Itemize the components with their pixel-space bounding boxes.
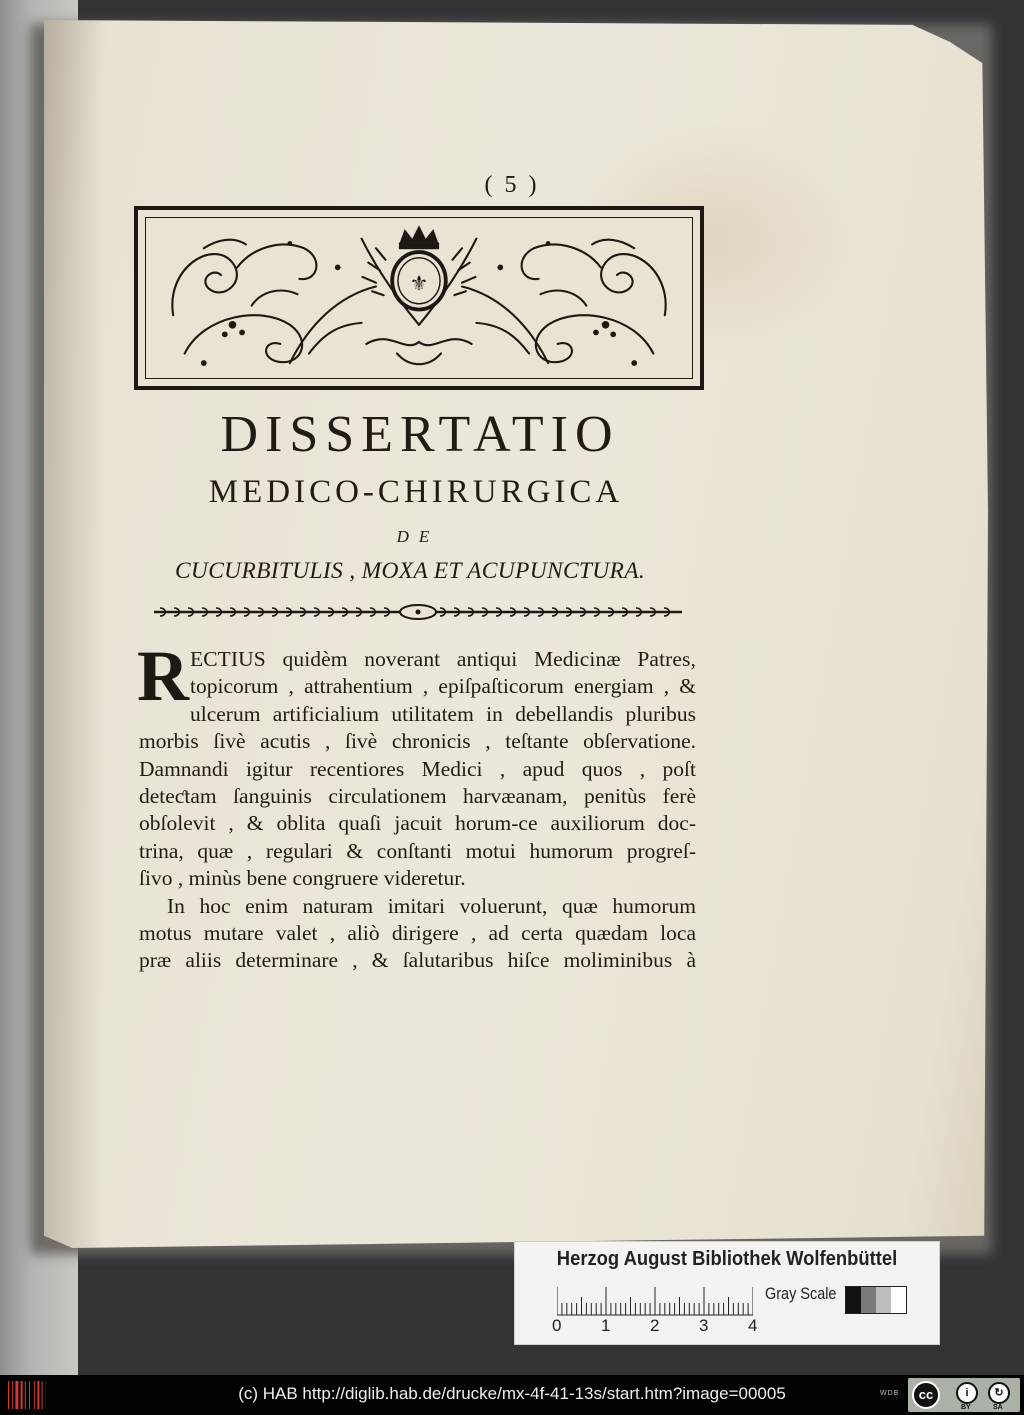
fleur-de-lis-crest-icon: [138, 210, 700, 386]
body-text: [137, 636, 696, 975]
ruler-number: 2: [650, 1316, 660, 1335]
gray-patch: [861, 1287, 876, 1313]
page-gutter: [44, 20, 104, 1248]
headpiece-ornament: [134, 206, 704, 390]
decorative-rule: [150, 603, 686, 621]
footer-bar: [0, 1375, 1024, 1415]
ruler-number: 4: [748, 1316, 758, 1335]
by-person-icon: i: [956, 1382, 978, 1404]
color-reference-chart: [514, 1241, 940, 1345]
text-line: ulcerum artificialium utilitatem in debellandis pluribus: [190, 701, 696, 726]
gray-scale-label: Gray Scale: [765, 1284, 837, 1303]
ruler-number: 1: [601, 1316, 611, 1335]
paragraph-1-first-line: RECTIUS quidèm noverant antiqui Medicinæ Patres,: [137, 636, 696, 716]
text-line: ſivo , minùs bene congruere videretur.: [139, 866, 466, 891]
title: DISSERTATIO: [220, 406, 620, 463]
text-line: præ aliis determinare , & ſalutaribus hiſce moliminibus à: [139, 948, 696, 973]
license-by-label: BY: [961, 1404, 971, 1411]
copyright-url[interactable]: (c) HAB http://diglib.hab.de/drucke/mx-4f-41-13s/start.htm?image=00005: [238, 1384, 786, 1403]
text-line: obſolevit , & oblita quaſi jacuit horum-ce auxiliorum doc-: [139, 811, 696, 836]
svg-text:⚜: ⚜: [409, 270, 429, 296]
paragraph-2: [139, 893, 696, 975]
text-line: morbis ſivè acutis , ſivè chronicis , teſtante obſervatione.: [139, 729, 696, 754]
chart-library-title: Herzog August Bibliothek Wolfenbüttel: [556, 1248, 898, 1270]
text-line: topicorum , attrahentium , epiſpaſticorum energiam , &: [190, 674, 696, 699]
ruler-number: 3: [699, 1316, 709, 1335]
ruler-number: 0: [552, 1316, 562, 1335]
subtitle-de: DE: [396, 527, 440, 546]
text-line: Damnandi igitur recentiores Medici , apud quos , poſt: [139, 756, 696, 781]
license-sa-label: SA: [993, 1404, 1003, 1411]
text-line: In hoc enim naturam imitari voluerunt, quæ humorum: [167, 893, 696, 918]
page-number: ( 5 ): [484, 172, 540, 198]
gray-scale-patches: [845, 1286, 907, 1314]
gray-patch: [876, 1287, 891, 1313]
cc-by-sa-icon[interactable]: [908, 1378, 1020, 1412]
text-line: motus mutare valet , aliò dirigere , ad certa quædam loca: [139, 921, 696, 946]
gray-patch: [846, 1287, 861, 1313]
scale-ruler: [557, 1286, 753, 1316]
share-alike-icon: ↻: [988, 1382, 1010, 1404]
text-line: deteƈtam ſanguinis circulationem harvæanam, penitùs ferè: [139, 784, 696, 809]
drop-cap: R: [137, 636, 189, 716]
topic-line: CUCURBITULIS , MOXA ET ACUPUNCTURA.: [174, 558, 646, 584]
paragraph-1: [139, 673, 696, 892]
gray-patch: [891, 1287, 906, 1313]
footer-code: WDB: [880, 1390, 900, 1397]
text-line: trina, quæ , regulari & conſtanti motui humorum progreſ-: [139, 838, 696, 863]
cc-main-icon: cc: [912, 1381, 940, 1409]
subtitle: MEDICO-CHIRURGICA: [208, 474, 624, 510]
